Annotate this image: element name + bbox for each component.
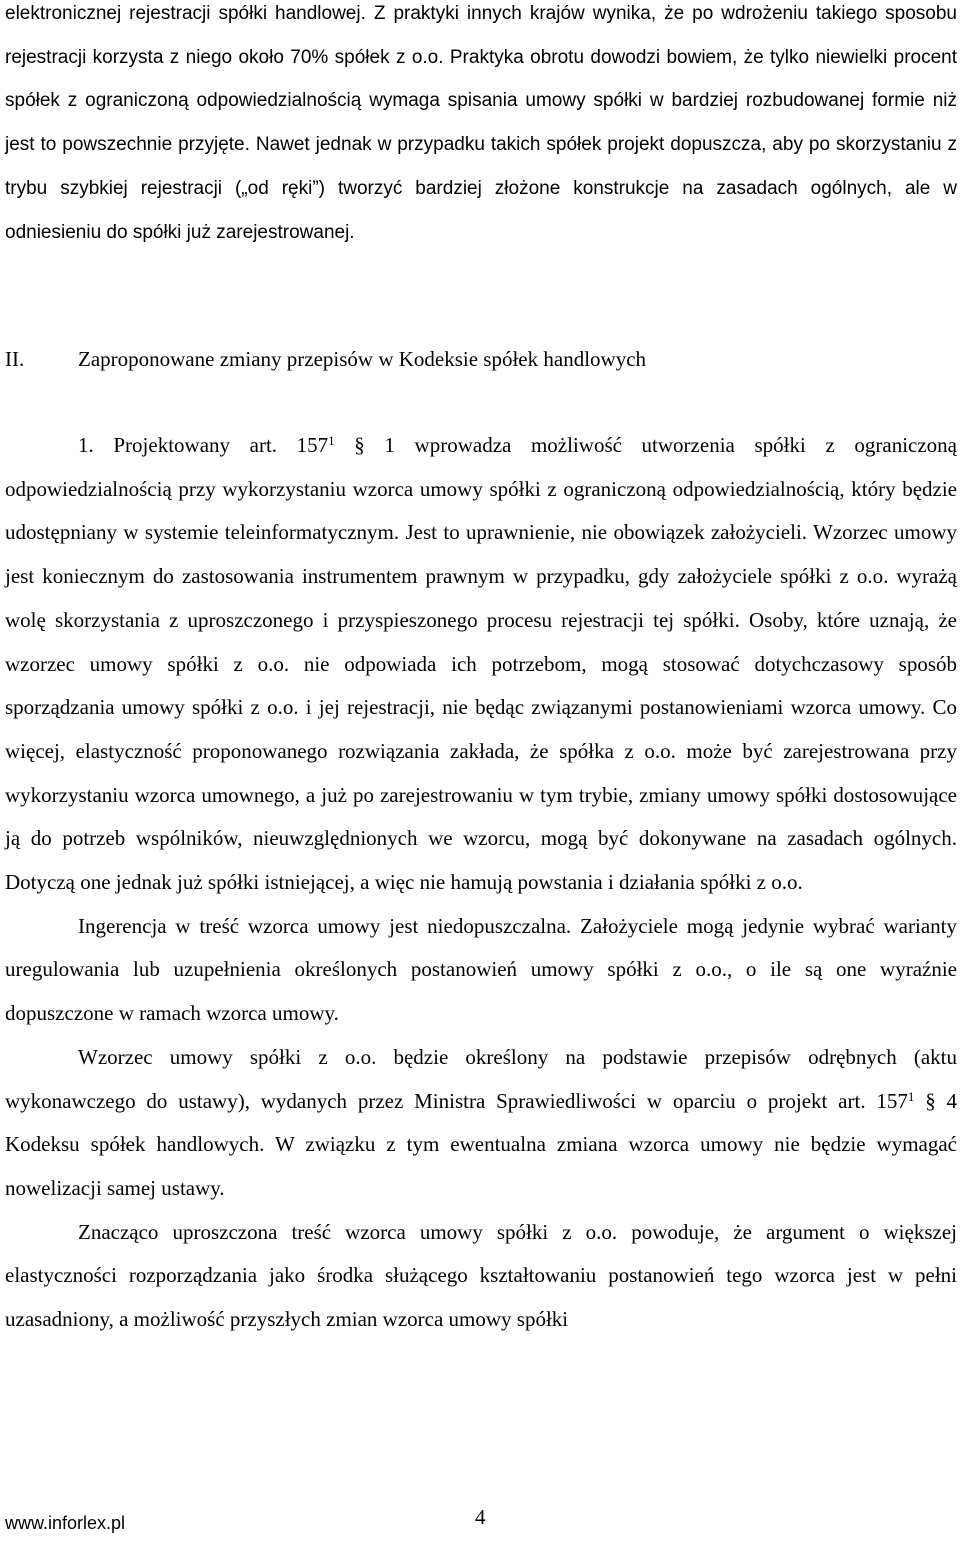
paragraph-1-lead: 1. Projektowany art. 157 [78,433,329,457]
superscript-2: 1 [907,1088,915,1104]
section-title: Zaproponowane zmiany przepisów w Kodeksie spółek handlowych [78,347,647,371]
document-page [5,0,957,1332]
top-paragraph [5,0,957,254]
superscript-1: 1 [328,432,335,448]
footer-url: www.inforlex.pl [5,1513,126,1533]
page-footer [5,1505,957,1539]
section-heading [5,345,945,373]
paragraph-3-rest: § 4 Kodeksu spółek handlowych. W związku z tym ewentualna zmiana wzorca umowy nie będzie wymagać nowelizacji samej ustawy. [5,1088,957,1200]
paragraph-2: Ingerencja w treść wzorca umowy jest niedopuszczalna. Założyciele mogą jedynie wybrać warianty uregulowania lub uzupełnienia określonych postanowień umowy spółki z o.o., o ile są one wyraźnie dopuszczone w ramach wzorca umowy. [5,913,957,1026]
paragraph-1 [5,424,957,905]
top-paragraph-part2: Nawet jednak w przypadku takich spółek projekt dopuszcza, aby po skorzystaniu z trybu szybkiej rejestracji („od ręki”) tworzyć bardziej złożone konstrukcje na zasadach ogólnych, ale w odniesieniu do spółki już zarejestrowanej. [5,134,957,243]
section-body [5,424,957,1342]
paragraph-1-rest: § 1 wprowadza możliwość utworzenia spółki z ograniczoną odpowiedzialnością przy wykorzystaniu wzorca umowy spółki z ograniczoną odpowiedzialnością, który będzie udostępniany w systemie teleinformatycznym. Jest to uprawnienie, nie obowiązek założycieli. Wzorzec umowy jest koniecznym do zastosowania instrumentem prawnym w przypadku, gdy założyciele spółki z o.o. wyrażą wolę skorzystania z uproszczonego i przyspieszonego procesu rejestracji tej spółki. Osoby, które uznają, że wzorzec umowy spółki z o.o. nie odpowiada ich potrzebom, mogą stosować dotychczasowy sposób sporządzania umowy spółki z o.o. i jej rejestracji, nie będąc związanymi postanowieniami wzorca umowy. Co więcej, elastyczność proponowanego rozwiązania zakłada, że spółka z o.o. może być zarejestrowana przy wykorzystaniu wzorca umownego, a już po zarejestrowaniu w tym trybie, zmiany umowy spółki dostosowujące ją do potrzeb wspólników, nieuwzględnionych we wzorcu, mogą być dokonywane na zasadach ogólnych. Dotyczą one jednak już spółki istniejącej, a więc nie hamują powstania i działania spółki z o.o. [5,433,957,895]
paragraph-3-lead: Wzorzec umowy spółki z o.o. będzie określony na podstawie przepisów odrębnych (aktu wykonawczego do ustawy), wydanych przez Ministra Sprawiedliwości w oparciu o projekt art. 157 [5,1044,957,1113]
paragraph-4: Znacząco uproszczona treść wzorca umowy spółki z o.o. powoduje, że argument o większej elastyczności rozporządzania jako środka służącego kształtowaniu postanowień tego wzorca jest w pełni uzasadniony, a możliwość przyszłych zmian wzorca umowy spółki [5,1219,957,1332]
top-paragraph-part1: elektronicznej rejestracji spółki handlowej. Z praktyki innych krajów wynika, że po wdrożeniu takiego sposobu rejestracji korzysta z niego około 70% spółek z o.o. Praktyka obrotu dowodzi bowiem, że tylko niewielki procent spółek z ograniczoną odpowiedzialnością wymaga spisania umowy spółki w bardziej rozbudowanej formie niż jest to powszechnie przyjęte. [5,3,957,156]
section-number: II. [5,347,25,371]
paragraph-3 [5,1036,957,1211]
page-number: 4 [475,1505,486,1529]
